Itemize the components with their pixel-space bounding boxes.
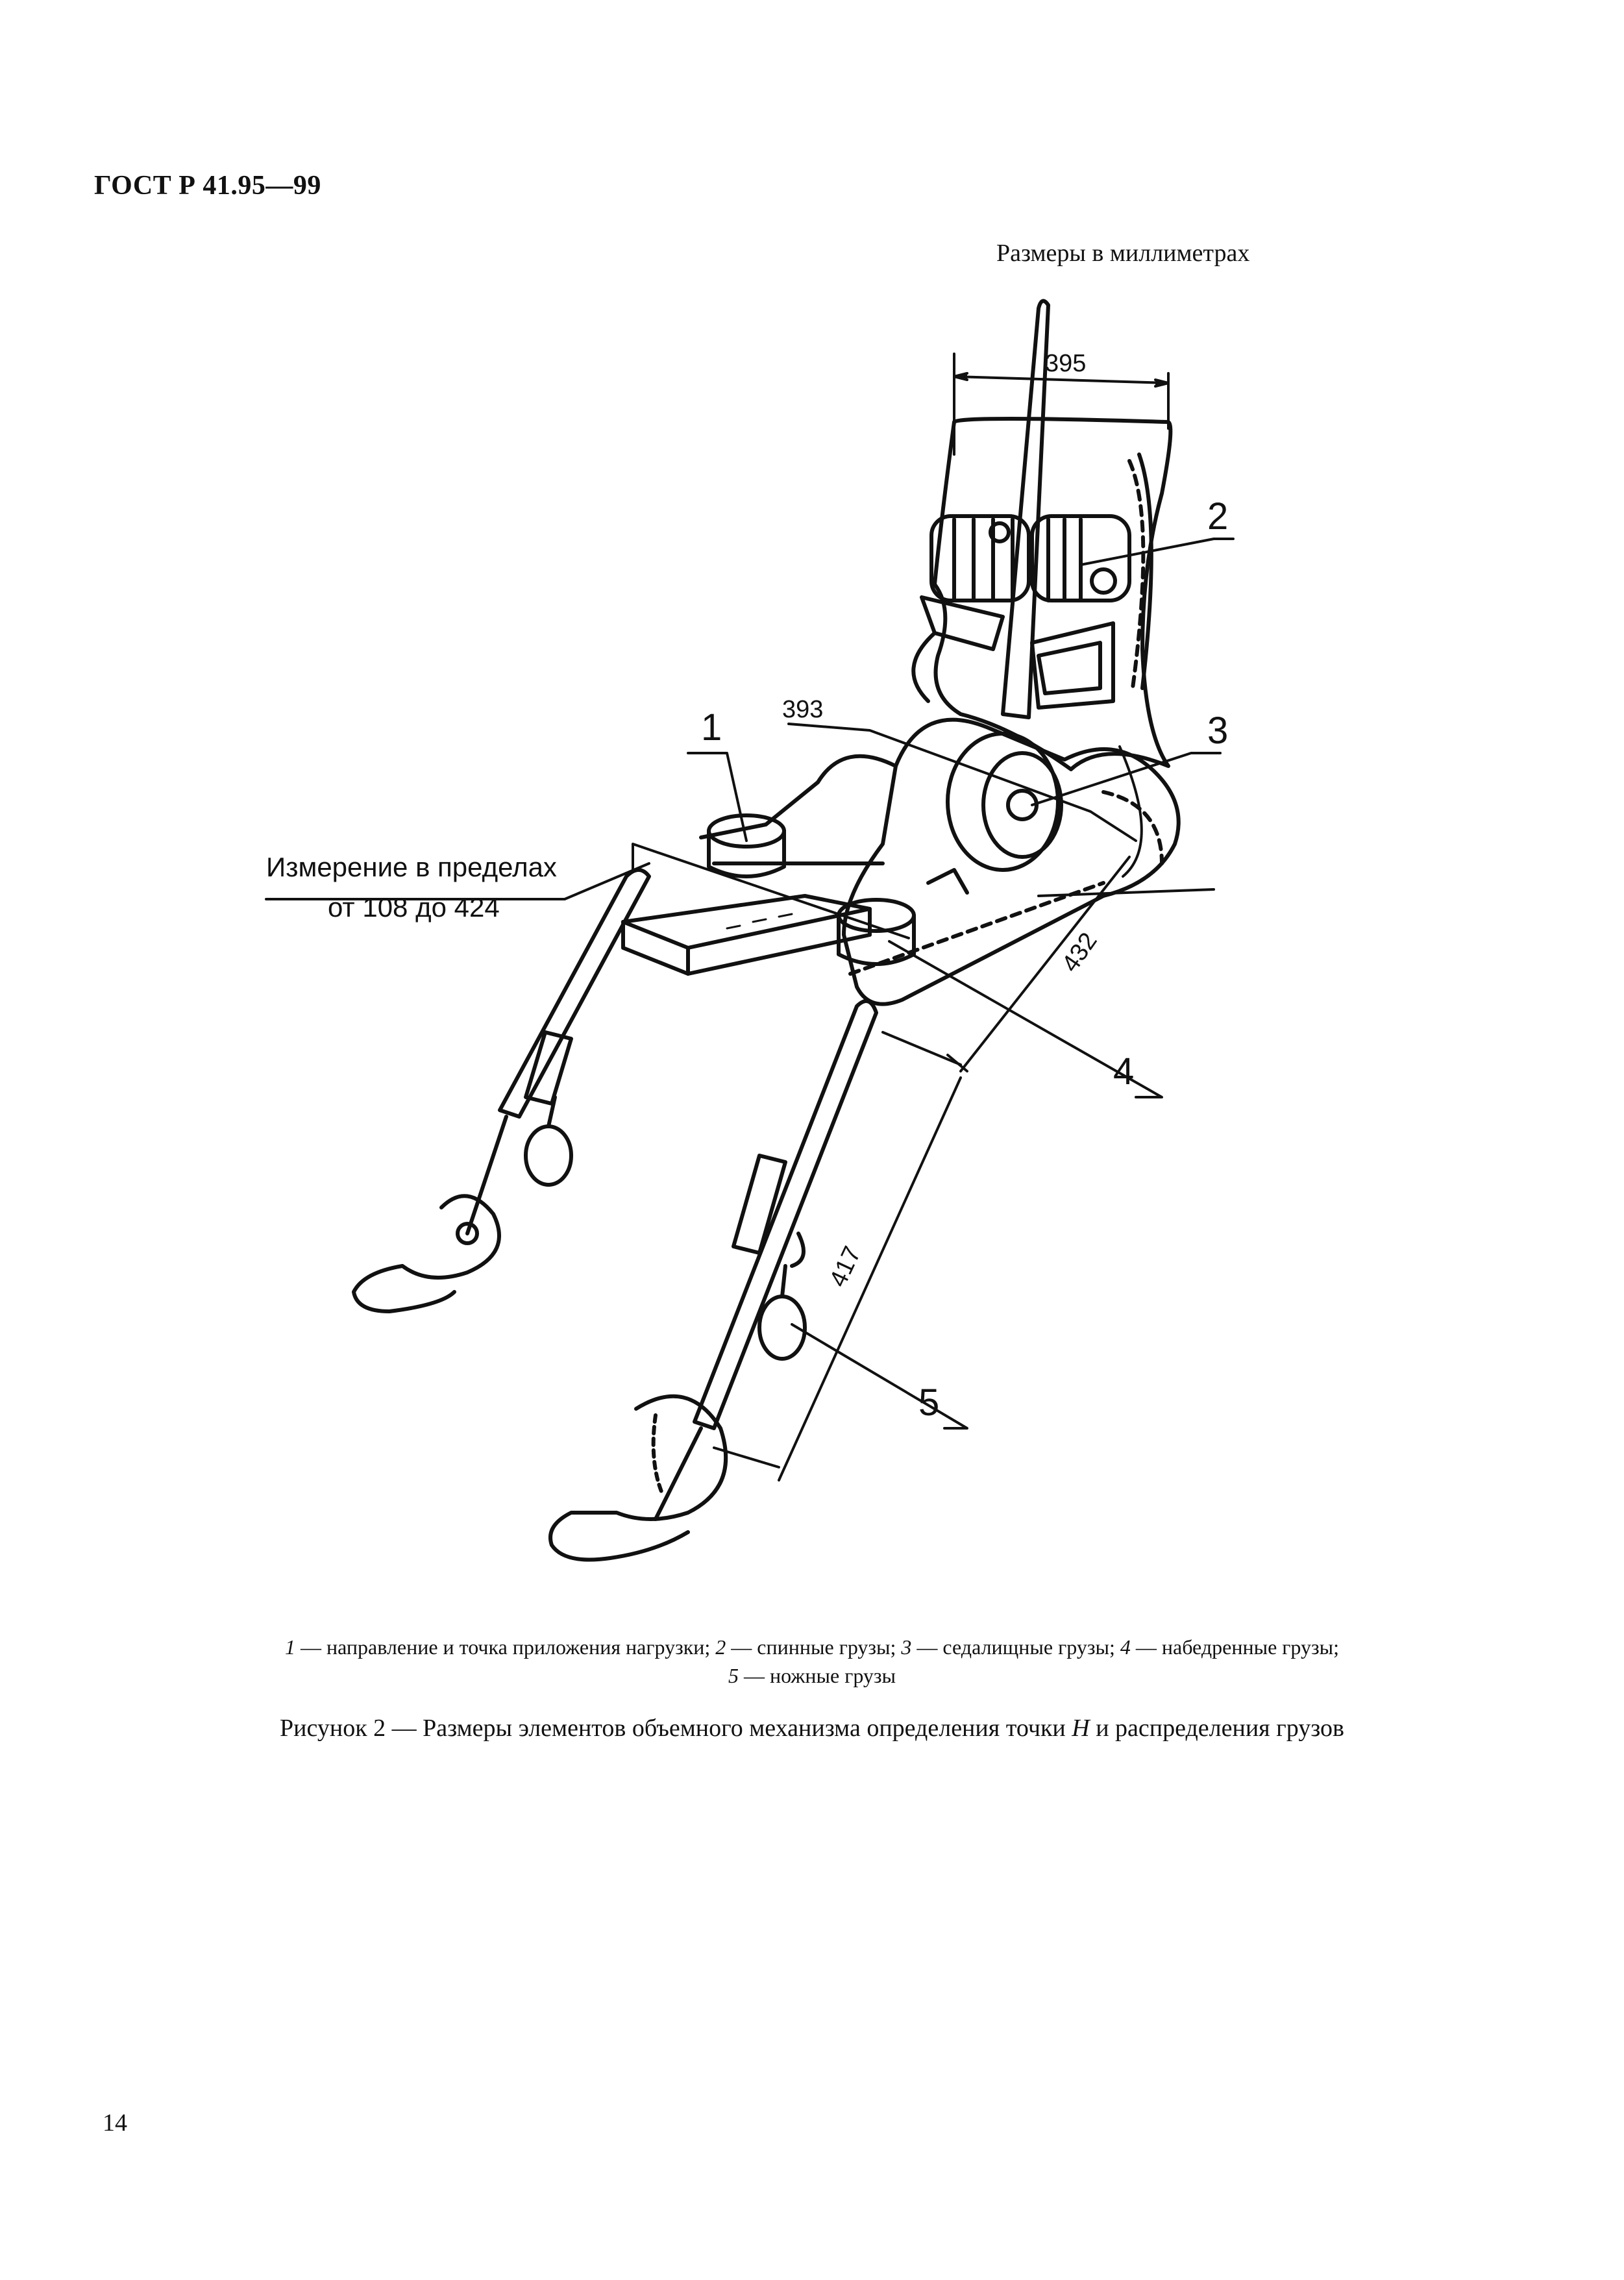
legend-text-3: — седалищные грузы; (911, 1635, 1120, 1659)
callout-2: 2 (1207, 495, 1229, 538)
legend-num-5: 5 (728, 1664, 739, 1687)
document-code: ГОСТ Р 41.95—99 (94, 171, 321, 201)
dimension-leg-length: 417 (824, 1242, 867, 1291)
callout-1: 1 (701, 706, 722, 749)
callout-3: 3 (1207, 710, 1229, 752)
caption-prefix: Рисунок 2 — Размеры элементов объемного механизма определения точки (280, 1715, 1072, 1742)
legend-num-1: 1 (285, 1635, 295, 1659)
left-leg (354, 870, 649, 1311)
callout-4: 4 (1113, 1050, 1135, 1093)
legend-text-2: — спинные грузы; (726, 1635, 902, 1659)
figure-caption (104, 1714, 1520, 1742)
back-weights (931, 516, 1129, 601)
dimension-thigh-length: 432 (1056, 928, 1103, 978)
measurement-range-label: Измерение в пределах (266, 852, 557, 882)
dimension-back-width: 395 (1045, 350, 1087, 377)
measurement-range-values: от 108 до 424 (328, 892, 500, 923)
legend-text-4: — набедренные грузы; (1130, 1635, 1339, 1659)
callout-5: 5 (918, 1382, 940, 1424)
legend-text-1: — направление и точка приложения нагрузки; (295, 1635, 716, 1659)
legend-num-2: 2 (715, 1635, 726, 1659)
dimension-seat-length: 393 (782, 696, 824, 723)
thigh-bar (623, 756, 896, 974)
page-number: 14 (103, 2109, 127, 2137)
units-note: Размеры в миллиметрах (996, 240, 1250, 267)
caption-suffix: и распределения грузов (1089, 1715, 1344, 1742)
leader-lines (266, 539, 1233, 1428)
figure-legend (104, 1633, 1520, 1690)
legend-text-5: — ножные грузы (738, 1664, 896, 1687)
legend-num-4: 4 (1120, 1635, 1131, 1659)
caption-symbol: H (1072, 1715, 1090, 1742)
legend-num-3: 3 (901, 1635, 912, 1659)
